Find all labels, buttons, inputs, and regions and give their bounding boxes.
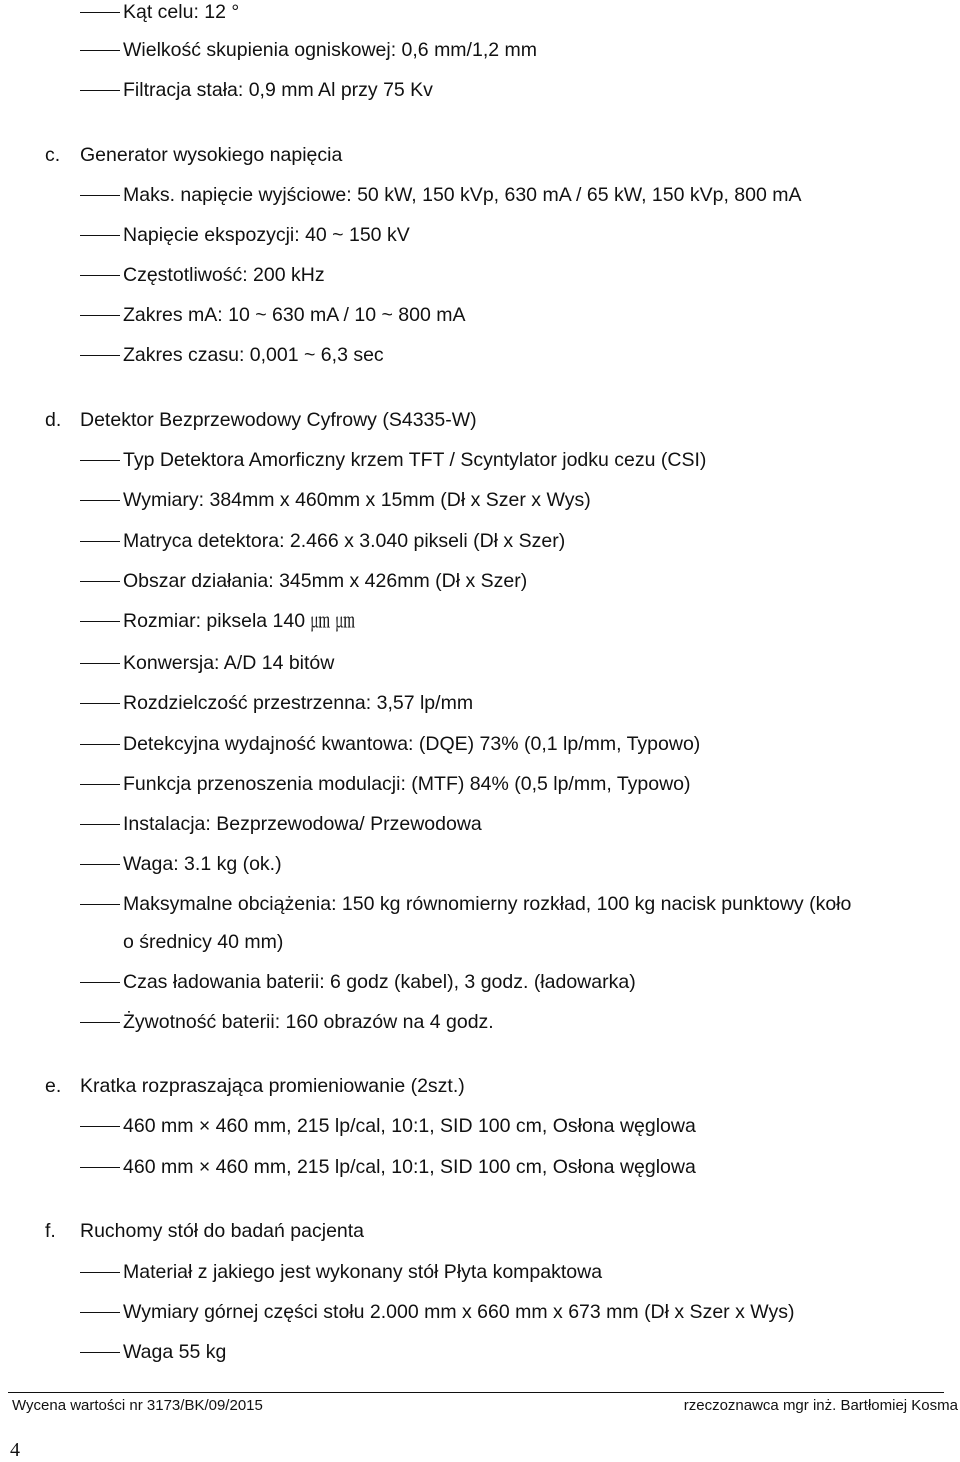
dash-bullet [80,275,120,276]
dash-bullet [80,1272,120,1273]
dash-bullet [80,195,120,196]
dash-bullet [80,355,120,356]
dash-bullet [80,235,120,236]
dash-bullet [80,784,120,785]
footer-divider [8,1392,944,1393]
dash-bullet [80,621,120,622]
page-number: 4 [10,1439,20,1461]
dash-bullet [80,703,120,704]
dash-bullet [80,315,120,316]
dash-bullet [80,541,120,542]
dash-bullet [80,982,120,983]
dash-bullet [80,500,120,501]
dash-bullet [80,864,120,865]
dash-bullet [80,581,120,582]
dash-bullet [80,12,120,13]
dash-bullet [80,663,120,664]
footer-document-ref: Wycena wartości nr 3173/BK/09/2015 [12,1397,263,1414]
dash-bullet [80,1167,120,1168]
dash-bullet [80,904,120,905]
dash-bullet [80,460,120,461]
footer-author: rzeczoznawca mgr inż. Bartłomiej Kosma [683,1397,958,1414]
dash-bullet [80,744,120,745]
dash-bullet [80,1022,120,1023]
dash-bullet [80,1312,120,1313]
dash-bullet [80,1126,120,1127]
dash-bullet [80,824,120,825]
dash-bullet [80,1352,120,1353]
dash-bullet [80,90,120,91]
document-page: Kąt celu: 12 ° Wielkość skupienia ogniskowej: 0,6 mm/1,2 mm Filtracja stała: 0,9 mm Al przy 75 Kv c. Generator wysokiego napięcia Maks. napięcie wyjściowe: 50 kW, 150 kVp, 630 mA / 65 kW, 150 kVp, 800 mA Napięcie ekspozycji: 40 ~ 150 kV Częstotliwość: 200 kHz Zakres mA: 10 ~ 630 mA / 10 ~ 800 mA Zakres czasu: 0,001 ~ 6,3 sec d. Detektor Bezprzewodowy Cyfrowy (S4335-W) Typ Detektora Amorficzny krzem TFT / Scyntylator jodku cezu (CSI) Wymiary: 384mm x 460mm x 15mm (Dł x Szer x Wys) Matryca detektora: 2.466 x 3.040 pikseli (Dł x Szer) Obszar działania: 345mm x 426mm (Dł x Szer) Rozmiar: piksela 140 ㎛ ㎛ Konwersja: A/D 14 bitów Rozdzielczość przestrzenna: 3,57 lp/mm Detekcyjna wydajność kwantowa: (DQE) 73% (0,1 lp/mm, Typowo) Funkcja przenoszenia modulacji: (MTF) 84% (0,5 lp/mm, Typowo) Instalacja: Bezprzewodowa/ Przewodowa Waga: 3.1 kg (ok.) Maksymalne obciążenia: 150 kg równomierny rozkład, 100 kg nacisk punktowy (koło o średnicy 40 mm) Czas ładowania baterii: 6 godz (kabel), 3 godz. (ładowarka) Żywotność baterii: 160 obrazów na 4 godz. e. Kratka rozpraszająca promieniowanie (2szt.) 460 mm × 460 mm, 215 lp/cal, 10:1, SID 100 cm, Osłona węglowa 460 mm × 460 mm, 215 lp/cal, 10:1, SID 100 cm, Osłona węglowa f. Ruchomy stół do badań pacjenta Materiał z jakiego jest wykonany stół Płyta kompaktowa Wymiary górnej części stołu 2.000 mm x 660 mm x 673 mm (Dł x Szer x Wys) Waga 55 kg Wycena wartości nr 3173/BK/09/2015 rzeczoznawca mgr inż. Bartłomiej Kosma 4 [10,1,958,1461]
dash-bullet [80,50,120,51]
